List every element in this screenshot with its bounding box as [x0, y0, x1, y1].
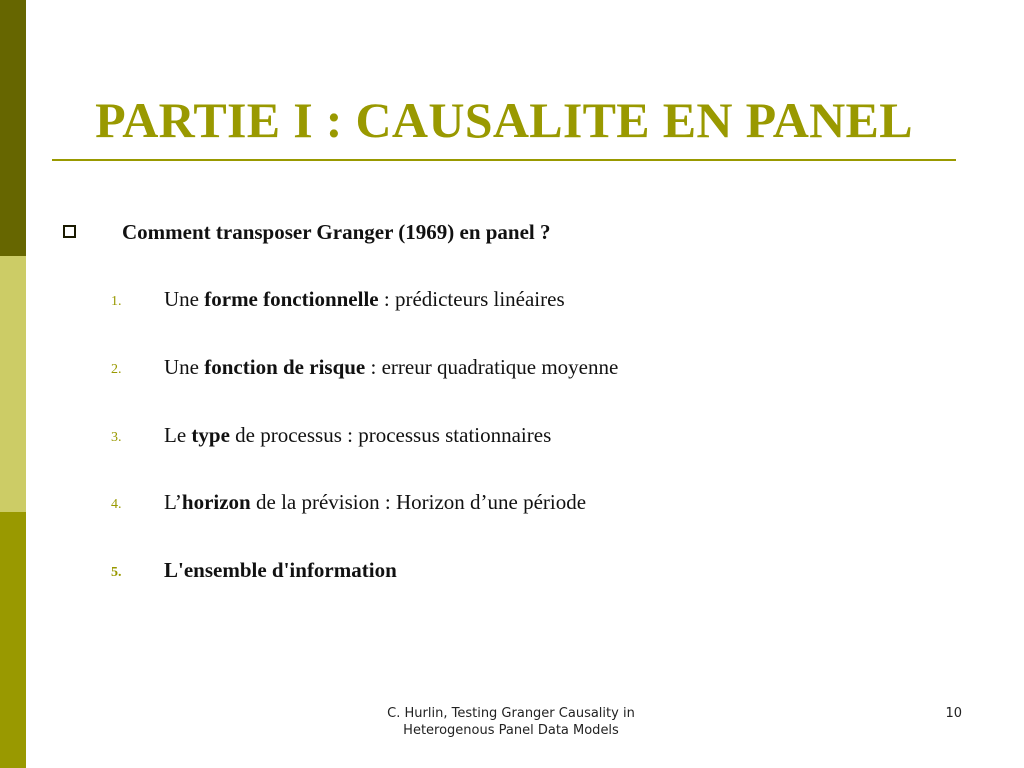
- list-item: [0, 352, 1000, 384]
- title-underline: [52, 159, 956, 161]
- list-item-prefix: Une: [164, 287, 205, 311]
- list-item: [0, 420, 1000, 452]
- list-item-text: [164, 352, 618, 382]
- list-item-prefix: L’: [164, 490, 182, 514]
- list-item-suffix: : prédicteurs linéaires: [378, 287, 565, 311]
- square-bullet-icon: [63, 225, 76, 238]
- footer-line-2: Heterogenous Panel Data Models: [403, 723, 619, 738]
- slide-title: PARTIE I : CAUSALITE EN PANEL: [95, 92, 913, 148]
- list-item-number: 2.: [111, 362, 122, 377]
- list-item-suffix: : erreur quadratique moyenne: [365, 355, 619, 379]
- list-item-prefix: Une: [164, 355, 205, 379]
- bullet-text: Comment transposer Granger (1969) en panel ?: [122, 220, 551, 244]
- list-item-bold: type: [191, 423, 230, 447]
- sidebar-stripe-top: [0, 0, 26, 256]
- list-item-number: 3.: [111, 430, 122, 445]
- list-item: [0, 555, 1000, 587]
- list-item-suffix: de processus : processus stationnaires: [229, 423, 552, 447]
- list-item-bold: L'ensemble d'information: [164, 558, 397, 582]
- list-item: [0, 284, 1000, 316]
- list-item-number: 1.: [111, 294, 122, 309]
- footer-line-1: C. Hurlin, Testing Granger Causality in: [387, 706, 635, 721]
- list-item-suffix: de la prévision : Horizon d’une période: [250, 490, 587, 514]
- list-item-prefix: Le: [164, 423, 192, 447]
- list-item-number: 5.: [111, 565, 122, 580]
- list-item-text: [164, 487, 586, 517]
- page-number: 10: [945, 706, 962, 721]
- list-item-bold: fonction de risque: [204, 355, 366, 379]
- footer-citation: [352, 705, 670, 739]
- list-item-number: 4.: [111, 497, 122, 512]
- list-item-bold: forme fonctionnelle: [204, 287, 379, 311]
- list-item-text: [164, 284, 565, 314]
- list-item-text: [164, 420, 551, 450]
- list-item: [0, 487, 1000, 519]
- list-item-bold: horizon: [181, 490, 251, 514]
- sidebar-stripe-bottom: [0, 512, 26, 768]
- list-item-text: [164, 555, 397, 585]
